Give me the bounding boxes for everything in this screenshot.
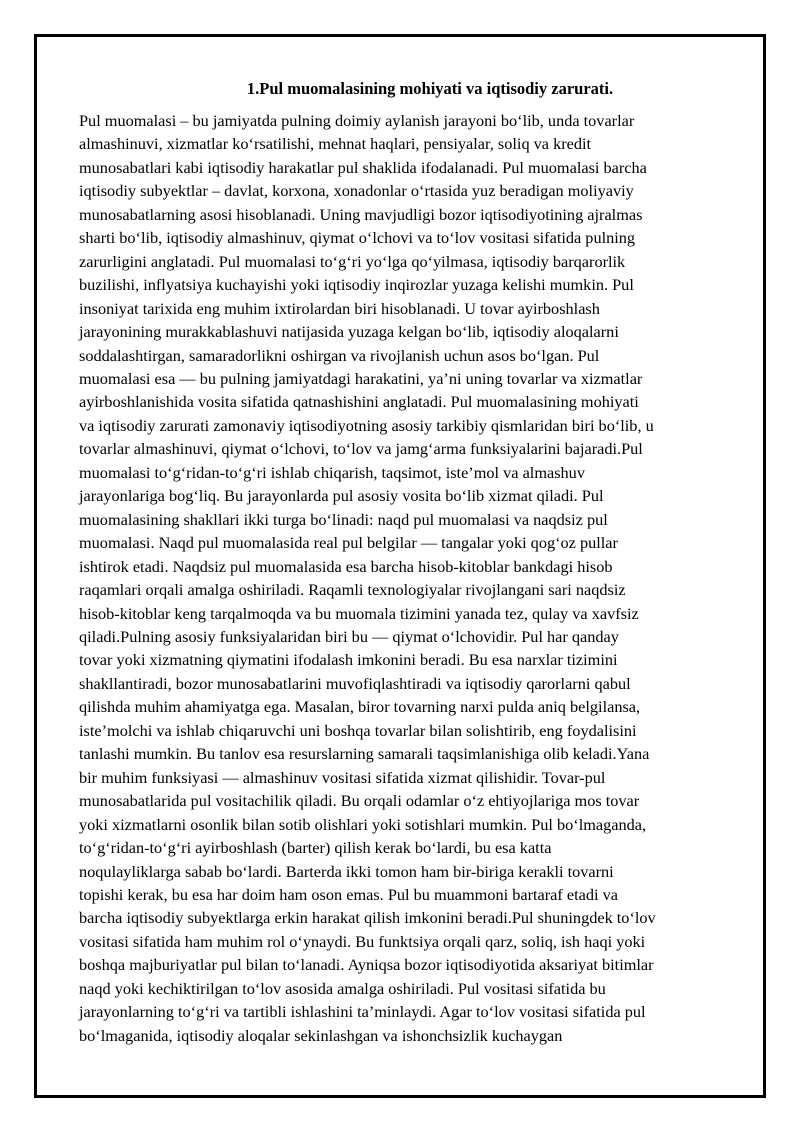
text-line: munosabatlarida pul vositachilik qiladi. Bu orqali odamlar o‘z ehtiyojlariga mos tovar [79,791,640,811]
text-line: yoki xizmatlarni osonlik bilan sotib olishlari yoki sotishlari mumkin. Pul bo‘lmaganda, [79,814,647,834]
text-line: zarurligini anglatadi. Pul muomalasi to‘g‘ri yo‘lga qo‘yilmasa, iqtisodiy barqarorlik [79,251,626,271]
text-line: sharti bo‘lib, iqtisodiy almashinuv, qiymat o‘lchovi va to‘lov vositasi sifatida pulning [79,228,636,248]
text-line: muomalasi. Naqd pul muomalasida real pul belgilar — tangalar yoki qog‘oz pullar [79,533,618,553]
text-line: muomalasi esa — bu pulning jamiyatdagi harakatini, ya’ni uning tovarlar va xizmatlar [79,368,643,388]
text-line: jarayonining murakkablashuvi natijasida yuzaga kelgan bo‘lib, iqtisodiy aloqalarni [79,322,619,342]
text-line: topishi kerak, bu esa har doim ham oson emas. Pul bu muammoni bartaraf etadi va [79,884,618,904]
text-line: bo‘lmaganida, iqtisodiy aloqalar sekinlashgan va ishonchsizlik kuchaygan [79,1025,563,1045]
text-line: muomalasi to‘g‘ridan-to‘g‘ri ishlab chiqarish, taqsimot, iste’mol va almashuv [79,462,585,482]
text-line: tovarlar almashinuvi, qiymat o‘lchovi, to‘lov va jamg‘arma funksiyalarini bajaradi.Pul [79,439,643,459]
text-line: vositasi sifatida ham muhim rol o‘ynaydi. Bu funktsiya orqali qarz, soliq, ish haqi yoki [79,931,646,951]
text-line: naqd yoki kechiktirilgan to‘lov asosida amalga oshiriladi. Pul vositasi sifatida bu [79,978,606,998]
text-line: iqtisodiy subyektlar – davlat, korxona, xonadonlar o‘rtasida yuz beradigan moliyaviy [79,181,634,201]
text-line: qilishda muhim ahamiyatga ega. Masalan, biror tovarning narxi pulda aniq belgilansa, [79,697,641,717]
text-line: bir muhim funksiyasi — almashinuv vositasi sifatida xizmat qilishidir. Tovar-pul [79,767,606,787]
text-line: munosabatlari kabi iqtisodiy harakatlar pul shaklida ifodalanadi. Pul muomalasi barcha [79,157,647,177]
text-line: ishtirok etadi. Naqdsiz pul muomalasida esa barcha hisob-kitoblar bankdagi hisob [79,556,613,576]
text-line: munosabatlarning asosi hisoblanadi. Uning mavjudligi bozor iqtisodiyotining ajralmas [79,204,643,224]
document-title: 1.Pul muomalasining mohiyati va iqtisodiy zarurati. [246,79,614,98]
body-paragraph [79,109,719,1047]
text-line: to‘g‘ridan-to‘g‘ri ayirboshlash (barter) qilish kerak bo‘lardi, bu esa katta [79,838,552,858]
text-line: soddalashtirgan, samaradorlikni oshirgan va rivojlanish uchun asos bo‘lgan. Pul [79,345,600,365]
text-line: insoniyat tarixida eng muhim ixtirolardan biri hisoblanadi. U tovar ayirboshlash [79,298,600,318]
page-border [34,34,766,1098]
text-line: muomalasining shakllari ikki turga bo‘linadi: naqd pul muomalasi va naqdsiz pul [79,509,608,529]
text-line: tanlashi mumkin. Bu tanlov esa resurslarning samarali taqsimlanishiga olib keladi.Yana [79,744,650,764]
text-line: tovar yoki xizmatning qiymatini ifodalash imkonini beradi. Bu esa narxlar tizimini [79,650,618,670]
text-line: almashinuvi, xizmatlar ko‘rsatilishi, mehnat haqlari, pensiyalar, soliq va kredit [79,134,592,154]
text-line: shakllantiradi, bozor munosabatlarini muvofiqlashtiradi va iqtisodiy qarorlarni qabul [79,673,631,693]
text-line: jarayonlariga bog‘liq. Bu jarayonlarda pul asosiy vosita bo‘lib xizmat qiladi. Pul [79,486,604,506]
text-line: barcha iqtisodiy subyektlarga erkin harakat qilish imkonini beradi.Pul shuningdek to‘lov [79,908,656,928]
text-line: hisob-kitoblar keng tarqalmoqda va bu muomala tizimini yanada tez, qulay va xavfsiz [79,603,639,623]
text-line: jarayonlarning to‘g‘ri va tartibli ishlashini ta’minlaydi. Agar to‘lov vositasi sifatida pul [79,1002,646,1022]
text-line: ayirboshlanishida vosita sifatida qatnashishini anglatadi. Pul muomalasining mohiyati [79,392,639,412]
text-line: noqulayliklarga sabab bo‘lardi. Barterda ikki tomon ham bir-biriga kerakli tovarni [79,861,614,881]
text-line: iste’molchi va ishlab chiqaruvchi uni boshqa tovarlar bilan solishtirib, eng foydalisini [79,720,637,740]
text-line: raqamlari orqali amalga oshiriladi. Raqamli texnologiyalar rivojlangani sari naqdsiz [79,580,626,600]
text-line: va iqtisodiy zarurati zamonaviy iqtisodiyotning asosiy tarkibiy qismlaridan biri bo‘lib, u [79,415,654,435]
text-line: boshqa majburiyatlar pul bilan to‘lanadi. Ayniqsa bozor iqtisodiyotida aksariyat bitimlar [79,955,654,975]
text-line: Pul muomalasi – bu jamiyatda pulning doimiy aylanish jarayoni bo‘lib, unda tovarlar [79,111,635,130]
text-line: qiladi.Pulning asosiy funksiyalaridan biri bu — qiymat o‘lchovidir. Pul har qanday [79,626,619,646]
text-line: buzilishi, inflyatsiya kuchayishi yoki iqtisodiy inqirozlar yuzaga kelishi mumkin. Pul [79,275,634,295]
